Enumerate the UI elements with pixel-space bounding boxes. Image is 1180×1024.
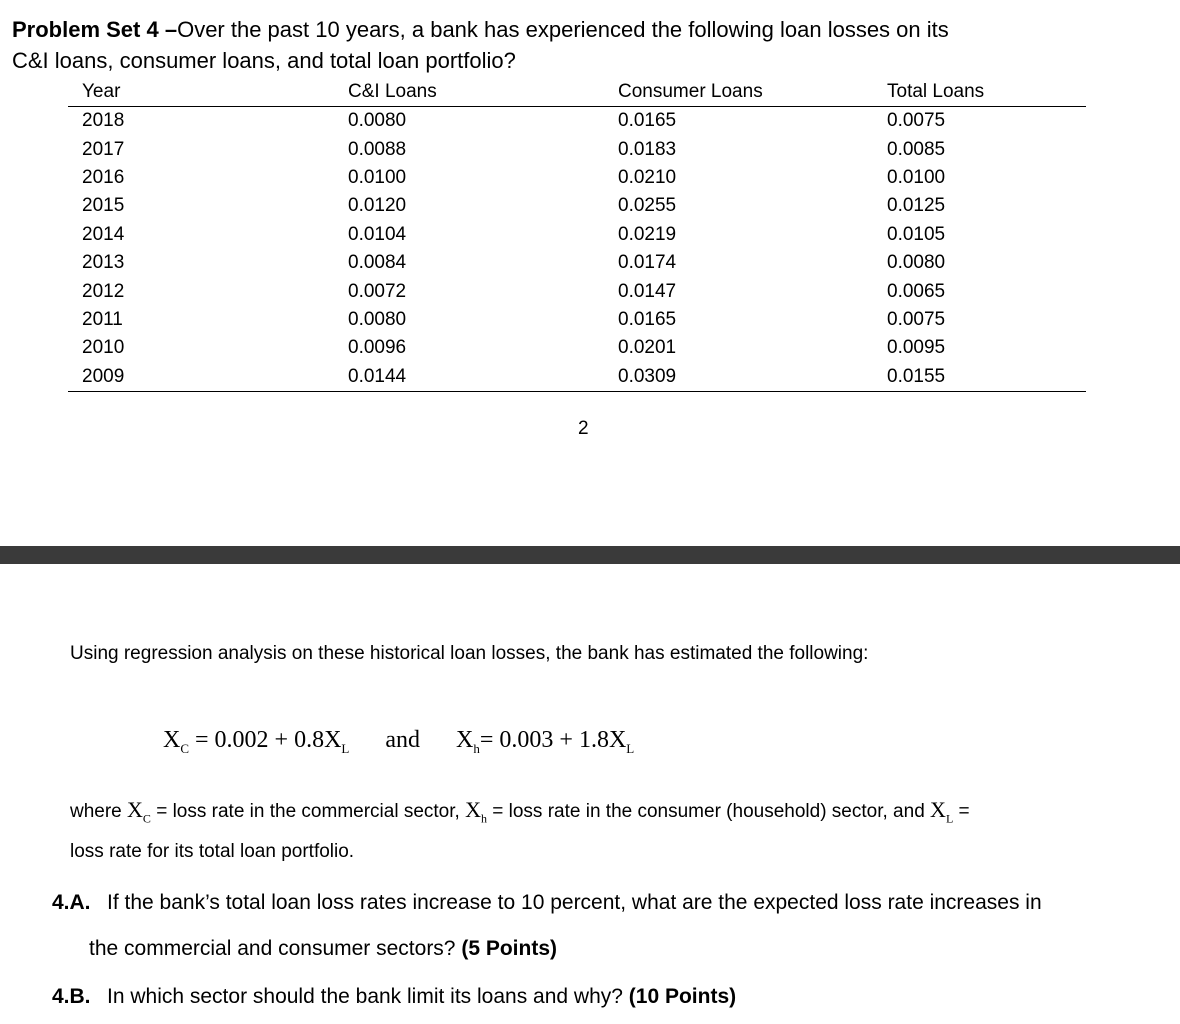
def-total-line2: loss rate for its total loan portfolio. (70, 841, 355, 863)
cell-total-loans: 0.0125 (887, 195, 946, 217)
cell-year: 2011 (82, 308, 123, 330)
cell-total-loans: 0.0085 (887, 138, 946, 160)
def-household: = loss rate in the consumer (household) sector, and (486, 801, 931, 822)
cell-total-loans: 0.0065 (887, 280, 946, 302)
loan-loss-table (68, 78, 1086, 392)
eq1-rhs-sub: L (341, 740, 350, 756)
question-text-line2: the commercial and consumer sectors? (89, 937, 462, 960)
regression-equations (163, 727, 634, 757)
eq1-sub: C (180, 740, 190, 756)
cell-total-loans: 0.0075 (887, 110, 946, 132)
question-4a (52, 880, 1172, 972)
eq1-rhs: = 0.002 + 0.8X (189, 727, 342, 753)
question-label: 4.A. (52, 891, 91, 914)
def-where: where (70, 801, 128, 822)
table-row (68, 363, 1086, 392)
cell-ci-loans: 0.0084 (348, 252, 407, 274)
cell-ci-loans: 0.0080 (348, 308, 407, 330)
column-header-total-loans: Total Loans (873, 78, 1086, 107)
eq2-var: X (456, 727, 474, 753)
table-row (68, 164, 1086, 192)
table-header-row (68, 78, 1086, 107)
cell-total-loans: 0.0155 (873, 363, 1086, 392)
cell-ci-loans: 0.0088 (348, 138, 407, 160)
cell-ci-loans: 0.0072 (348, 280, 407, 302)
eq2-rhs-sub: L (626, 740, 635, 756)
cell-year: 2012 (82, 280, 125, 302)
question-points: (10 Points) (628, 985, 737, 1008)
problem-label: Problem Set 4 – (12, 17, 178, 42)
def-var-c: $X_C$ (127, 797, 151, 826)
cell-year: 2014 (82, 223, 125, 245)
cell-consumer-loans: 0.0174 (618, 252, 677, 274)
equation-joiner: and (385, 727, 421, 753)
regression-intro: Using regression analysis on these historical loan losses, the bank has estimated the following: (70, 643, 869, 664)
cell-ci-loans: 0.0120 (348, 195, 407, 217)
cell-consumer-loans: 0.0309 (604, 363, 873, 392)
cell-total-loans: 0.0105 (887, 223, 946, 245)
eq2-sub: h (473, 740, 480, 756)
question-label: 4.B. (52, 985, 91, 1008)
column-header-year: Year (68, 78, 334, 107)
cell-ci-loans: 0.0104 (348, 223, 407, 245)
cell-total-loans: 0.0080 (887, 252, 946, 274)
problem-text-line2: C&I loans, consumer loans, and total loan portfolio? (12, 48, 516, 73)
variable-definitions (70, 793, 1150, 869)
cell-consumer-loans: 0.0147 (618, 280, 677, 302)
cell-year: 2013 (82, 252, 125, 274)
table-row (68, 277, 1086, 305)
def-commercial: = loss rate in the commercial sector, (150, 801, 466, 822)
cell-consumer-loans: 0.0219 (618, 223, 677, 245)
cell-year: 2018 (82, 110, 125, 132)
table-row (68, 249, 1086, 277)
cell-consumer-loans: 0.0183 (618, 138, 677, 160)
table-row (68, 306, 1086, 334)
problem-header (12, 14, 1162, 76)
column-header-ci-loans: C&I Loans (334, 78, 604, 107)
cell-consumer-loans: 0.0165 (618, 308, 677, 330)
cell-total-loans: 0.0100 (887, 166, 946, 188)
table-row (68, 107, 1086, 136)
cell-ci-loans: 0.0100 (348, 166, 407, 188)
question-points: (5 Points) (461, 937, 557, 960)
cell-consumer-loans: 0.0210 (618, 166, 677, 188)
cell-consumer-loans: 0.0255 (618, 195, 677, 217)
cell-year: 2015 (82, 195, 125, 217)
problem-text-line1: Over the past 10 years, a bank has experienced the following loan losses on its (177, 17, 949, 42)
table-row (68, 135, 1086, 163)
cell-ci-loans: 0.0080 (348, 110, 407, 132)
cell-ci-loans: 0.0096 (348, 337, 407, 359)
cell-year: 2017 (82, 138, 125, 160)
eq1-var: X (163, 727, 181, 753)
column-header-consumer-loans: Consumer Loans (604, 78, 873, 107)
page-number: 2 (578, 418, 589, 439)
question-text-line1: If the bank’s total loan loss rates increase to 10 percent, what are the expected loss rate increases in (107, 891, 1042, 914)
cell-total-loans: 0.0075 (887, 308, 946, 330)
cell-consumer-loans: 0.0201 (618, 337, 677, 359)
table-row (68, 334, 1086, 362)
page-separator (0, 546, 1180, 564)
eq2-rhs: = 0.003 + 1.8X (479, 727, 627, 753)
cell-total-loans: 0.0095 (887, 337, 946, 359)
def-var-l: $X_L$ (930, 797, 954, 826)
question-text: In which sector should the bank limit its loans and why? (107, 985, 629, 1008)
cell-ci-loans: 0.0144 (334, 363, 604, 392)
cell-year: 2009 (68, 363, 334, 392)
question-4b (52, 974, 1172, 1020)
cell-year: 2016 (82, 166, 125, 188)
table-row (68, 192, 1086, 220)
cell-year: 2010 (82, 337, 125, 359)
table-row (68, 221, 1086, 249)
def-total-eq: = (953, 801, 970, 822)
cell-consumer-loans: 0.0165 (618, 110, 677, 132)
def-var-h: $X_h$ (465, 797, 487, 826)
